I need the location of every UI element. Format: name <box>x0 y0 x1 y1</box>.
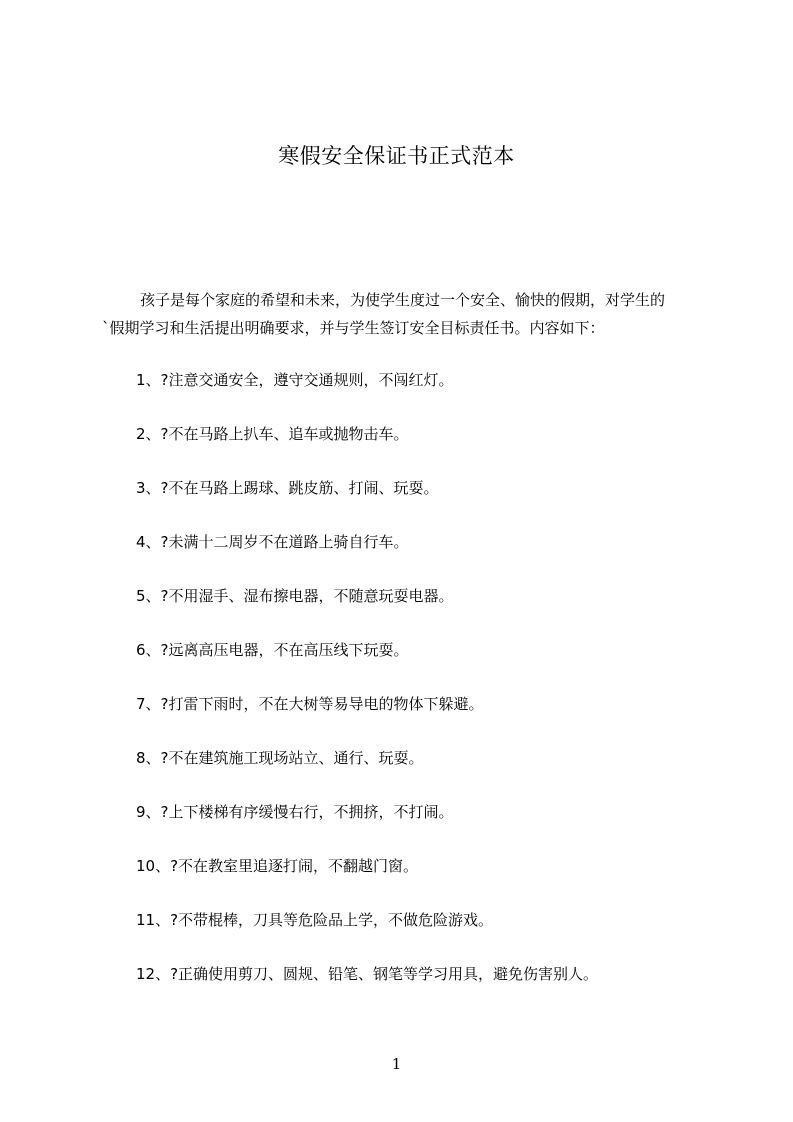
rule-item-1: 1、?注意交通安全，遵守交通规则，不闯红灯。 <box>136 371 454 389</box>
safety-rules-list <box>136 366 598 1014</box>
rule-item-5: 5、?不用湿手、湿布擦电器，不随意玩耍电器。 <box>136 587 454 605</box>
page-number: 1 <box>391 1055 402 1073</box>
rule-item-6: 6、?远离高压电器，不在高压线下玩耍。 <box>136 641 409 659</box>
intro-line-2: `假期学习和生活提出明确要求，并与学生签订安全目标责任书。内容如下： <box>102 319 605 337</box>
rule-item-2: 2、?不在马路上扒车、追车或抛物击车。 <box>136 425 409 443</box>
rule-item-8: 8、?不在建筑施工现场站立、通行、玩耍。 <box>136 749 424 767</box>
rule-item-12: 12、?正确使用剪刀、圆规、铅笔、钢笔等学习用具，避免伤害别人。 <box>136 965 599 983</box>
intro-paragraph <box>102 286 712 342</box>
rule-item-9: 9、?上下楼梯有序缓慢右行，不拥挤，不打闹。 <box>136 803 454 821</box>
rule-item-4: 4、?未满十二周岁不在道路上骑自行车。 <box>136 533 409 551</box>
rule-item-7: 7、?打雷下雨时，不在大树等易导电的物体下躲避。 <box>136 695 484 713</box>
rule-item-3: 3、?不在马路上踢球、跳皮筋、打闹、玩耍。 <box>136 479 439 497</box>
rule-item-10: 10、?不在教室里追逐打闹，不翻越门窗。 <box>136 857 419 875</box>
document-title: 寒假安全保证书正式范本 <box>278 144 515 168</box>
intro-line-1: 孩子是每个家庭的希望和未来，为使学生度过一个安全、愉快的假期，对学生的 <box>140 291 666 309</box>
rule-item-11: 11、?不带棍棒，刀具等危险品上学，不做危险游戏。 <box>136 911 494 929</box>
